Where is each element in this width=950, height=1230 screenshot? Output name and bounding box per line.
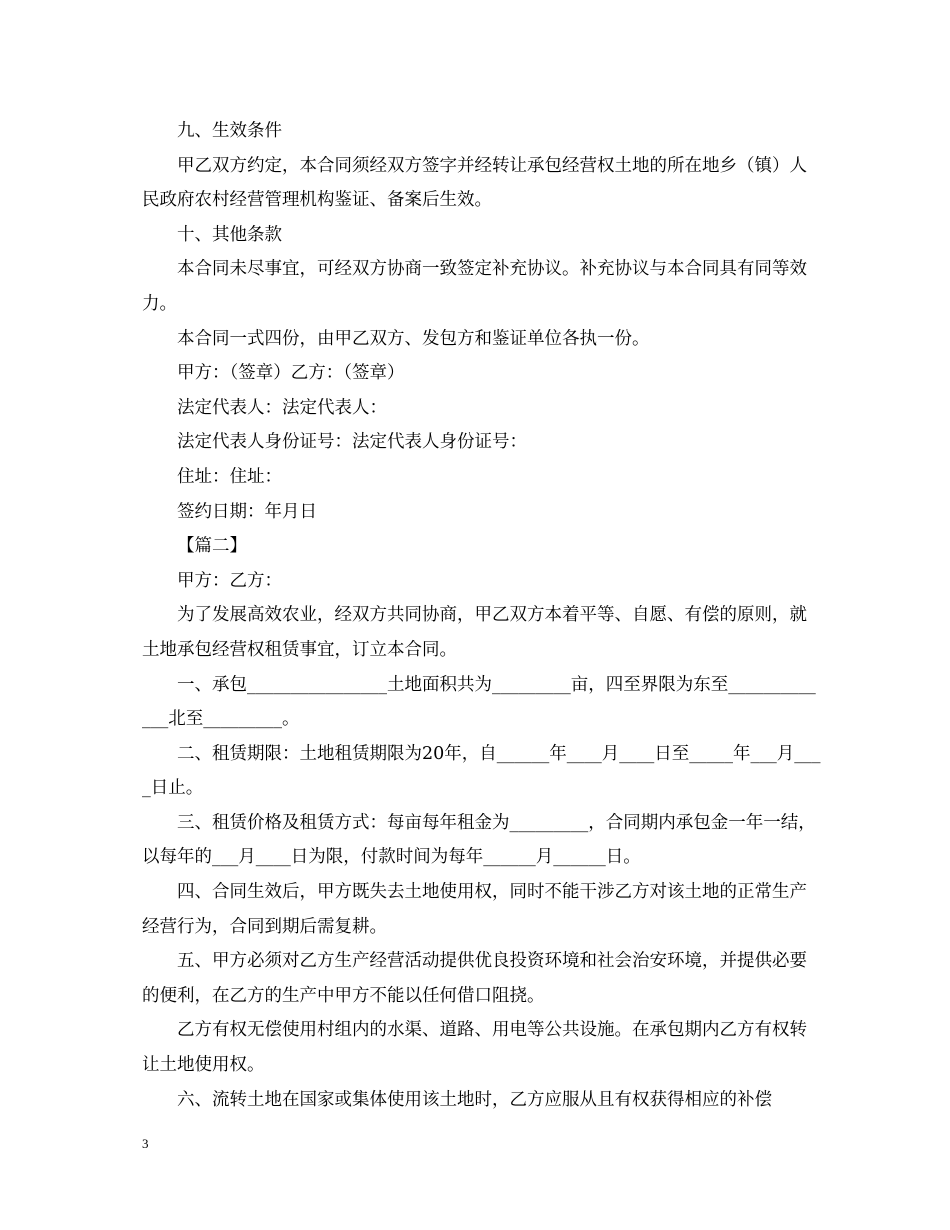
clause-paragraph: 三、租赁价格及租赁方式：每亩每年租金为_________，合同期内承包金一年一结，以每年的___月____日为限，付款时间为每年______月______日。 — [142, 812, 816, 868]
clause-paragraph: 六、流转土地在国家或集体使用该土地时，乙方应服从且有权获得相应的补偿 — [177, 1089, 772, 1110]
signature-line: 住址：住址： — [177, 466, 282, 487]
signature-line: 甲方：（签章）乙方：（签章） — [177, 363, 405, 384]
body-paragraph: 本合同未尽事宜，可经双方协商一致签定补充协议。补充协议与本合同具有同等效力。 — [142, 259, 807, 314]
signature-date-line: 签约日期：年月日 — [177, 501, 317, 522]
document-body — [142, 114, 822, 1117]
clause-paragraph: 二、租赁期限：土地租赁期限为20年，自______年____月____日至_____年___月____日止。 — [142, 743, 821, 799]
body-paragraph: 乙方有权无偿使用村组内的水渠、道路、用电等公共设施。在承包期内乙方有权转让土地使用权。 — [142, 1020, 807, 1076]
body-paragraph: 本合同一式四份，由甲乙双方、发包方和鉴证单位各执一份。 — [177, 328, 650, 349]
part-heading: 【篇二】 — [177, 536, 247, 557]
page-number: 3 — [142, 1136, 149, 1151]
signature-line: 法定代表人身份证号：法定代表人身份证号： — [177, 432, 527, 453]
clause-paragraph: 五、甲方必须对乙方生产经营活动提供优良投资环境和社会治安环境，并提供必要的便利，在乙方的生产中甲方不能以任何借口阻挠。 — [142, 951, 807, 1006]
clause-paragraph: 一、承包________________土地面积共为_________亩，四至界限为东至_____________北至_________。 — [142, 674, 816, 730]
section-heading: 九、生效条件 — [177, 121, 282, 141]
parties-line: 甲方：乙方： — [177, 570, 282, 591]
section-heading: 十、其他条款 — [177, 224, 282, 245]
body-paragraph: 为了发展高效农业，经双方共同协商，甲乙双方本着平等、自愿、有偿的原则，就土地承包经营权租赁事宜，订立本合同。 — [142, 605, 807, 660]
body-paragraph: 甲乙双方约定，本合同须经双方签字并经转让承包经营权土地的所在地乡（镇）人民政府农村经营管理机构鉴证、备案后生效。 — [142, 155, 807, 211]
clause-paragraph: 四、合同生效后，甲方既失去土地使用权，同时不能干涉乙方对该土地的正常生产经营行为，合同到期后需复耕。 — [142, 882, 807, 937]
signature-line: 法定代表人：法定代表人： — [177, 397, 387, 418]
